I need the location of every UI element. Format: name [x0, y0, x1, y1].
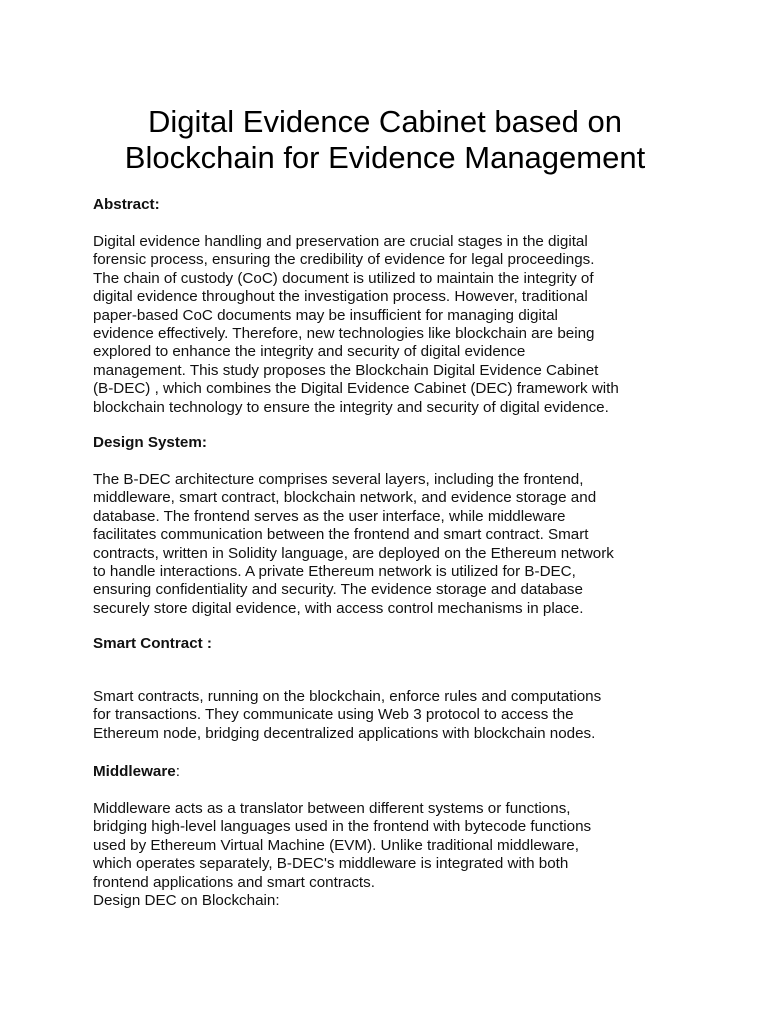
- abstract-line: evidence effectively. Therefore, new technologies like blockchain are being: [93, 325, 595, 343]
- abstract-line: explored to enhance the integrity and security of digital evidence: [93, 343, 526, 361]
- middleware-line: used by Ethereum Virtual Machine (EVM). Unlike traditional middleware,: [93, 836, 579, 854]
- middleware-line: bridging high-level languages used in the frontend with bytecode functions: [93, 818, 592, 836]
- design-system-line: facilitates communication between the frontend and smart contract. Smart: [93, 526, 589, 544]
- design-system-line: ensuring confidentiality and security. The evidence storage and database: [93, 581, 583, 599]
- middleware-paragraph: [93, 800, 693, 910]
- design-system-line: to handle interactions. A private Ethereum network is utilized for B-DEC,: [93, 563, 576, 581]
- abstract-line: blockchain technology to ensure the integrity and security of digital evidence.: [93, 398, 609, 416]
- design-system-line: middleware, smart contract, blockchain network, and evidence storage and: [93, 489, 597, 507]
- middleware-heading-text: Middleware: [93, 763, 176, 780]
- design-system-line: The B-DEC architecture comprises several layers, including the frontend,: [93, 471, 584, 488]
- middleware-heading-colon: :: [175, 763, 180, 780]
- smart-contract-heading: [93, 635, 212, 653]
- smart-contract-heading-text: Smart Contract :: [93, 635, 212, 652]
- design-system-heading: [93, 434, 207, 452]
- middleware-heading: [93, 763, 180, 781]
- abstract-line: (B-DEC) , which combines the Digital Evidence Cabinet (DEC) framework with: [93, 380, 619, 398]
- abstract-line: The chain of custody (CoC) document is utilized to maintain the integrity of: [93, 269, 594, 287]
- document-title: [60, 104, 710, 176]
- middleware-line: which operates separately, B-DEC's middleware is integrated with both: [93, 855, 569, 873]
- abstract-line: management. This study proposes the Blockchain Digital Evidence Cabinet: [93, 361, 599, 379]
- smart-contract-line: Ethereum node, bridging decentralized applications with blockchain nodes.: [93, 724, 596, 742]
- abstract-heading: [93, 196, 160, 214]
- design-system-line: database. The frontend serves as the user interface, while middleware: [93, 507, 566, 525]
- abstract-line: paper-based CoC documents may be insufficient for managing digital: [93, 306, 558, 324]
- design-system-line: contracts, written in Solidity language, are deployed on the Ethereum network: [93, 544, 614, 562]
- smart-contract-line: Smart contracts, running on the blockchain, enforce rules and computations: [93, 688, 602, 705]
- smart-contract-line: for transactions. They communicate using Web 3 protocol to access the: [93, 706, 574, 724]
- title-line-1: Digital Evidence Cabinet based on: [148, 104, 622, 139]
- abstract-line: Digital evidence handling and preservation are crucial stages in the digital: [93, 233, 588, 250]
- design-system-heading-text: Design System:: [93, 434, 207, 451]
- abstract-heading-text: Abstract:: [93, 196, 160, 213]
- abstract-paragraph: [93, 233, 693, 417]
- design-system-paragraph: [93, 471, 693, 618]
- design-system-line: securely store digital evidence, with access control mechanisms in place.: [93, 599, 584, 617]
- middleware-line: Design DEC on Blockchain:: [93, 892, 280, 910]
- title-line-2: Blockchain for Evidence Management: [124, 140, 646, 175]
- middleware-line: frontend applications and smart contracts.: [93, 873, 375, 891]
- abstract-line: digital evidence throughout the investigation process. However, traditional: [93, 288, 588, 306]
- middleware-line: Middleware acts as a translator between different systems or functions,: [93, 800, 571, 817]
- smart-contract-paragraph: [93, 688, 693, 743]
- abstract-line: forensic process, ensuring the credibility of evidence for legal proceedings.: [93, 251, 595, 269]
